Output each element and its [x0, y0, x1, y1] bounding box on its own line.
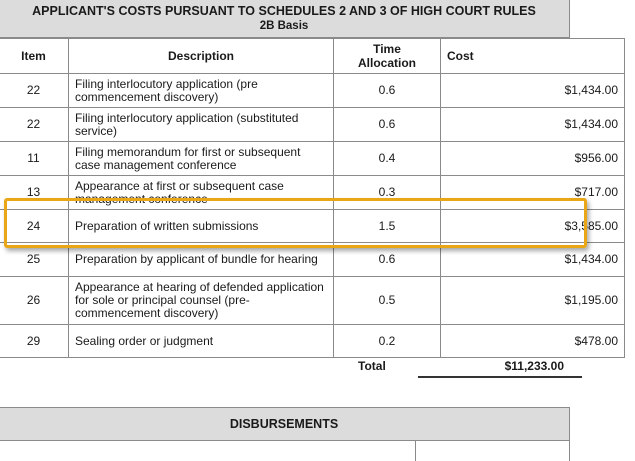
row-description: Filing interlocutory application (substituted service)	[69, 108, 334, 142]
row-item: 11	[0, 142, 69, 176]
table-title-line2: 2B Basis	[259, 20, 309, 32]
row-item: 13	[0, 176, 69, 210]
total-label: Total	[358, 359, 386, 373]
disbursements-column-divider	[415, 441, 416, 461]
row-cost: $1,434.00	[441, 243, 625, 277]
row-time: 0.6	[334, 108, 441, 142]
row-item: 22	[0, 74, 69, 108]
column-header-description: Description	[69, 39, 334, 74]
row-item: 22	[0, 108, 69, 142]
row-description: Sealing order or judgment	[69, 325, 334, 358]
table-row	[0, 325, 625, 358]
row-item: 25	[0, 243, 69, 277]
table-row	[0, 277, 625, 325]
row-time: 0.4	[334, 142, 441, 176]
row-cost: $1,434.00	[441, 108, 625, 142]
row-cost: $956.00	[441, 142, 625, 176]
total-value: $11,233.00	[504, 359, 564, 373]
table-header-row	[0, 39, 625, 74]
column-header-time-allocation	[334, 39, 441, 74]
row-time: 1.5	[334, 210, 441, 243]
total-underline	[418, 376, 582, 378]
row-description: Filing memorandum for first or subsequent case management conference	[69, 142, 334, 176]
row-description	[69, 176, 334, 210]
row-item: 29	[0, 325, 69, 358]
row-item: 26	[0, 277, 69, 325]
row-description-text: Appearance at first or subsequent case management conference	[75, 179, 284, 206]
costs-table	[0, 38, 625, 358]
table-row	[0, 176, 625, 210]
column-header-cost: Cost	[441, 39, 625, 74]
column-header-time-line1: Time	[373, 42, 401, 56]
table-row	[0, 142, 625, 176]
table-title-line1: APPLICANT'S COSTS PURSUANT TO SCHEDULES 2 AND 3 OF HIGH COURT RULES	[32, 4, 536, 18]
row-time: 0.6	[334, 243, 441, 277]
column-header-item: Item	[0, 39, 69, 74]
row-cost: $3,585.00	[441, 210, 625, 243]
row-time: 0.2	[334, 325, 441, 358]
disbursements-table-top	[0, 441, 570, 461]
disbursements-heading: DISBURSEMENTS	[0, 407, 570, 441]
table-row	[0, 74, 625, 108]
row-description: Preparation by applicant of bundle for hearing	[69, 243, 334, 277]
row-cost: $717.00	[441, 176, 625, 210]
row-time: 0.6	[334, 74, 441, 108]
table-row	[0, 108, 625, 142]
row-time: 0.3	[334, 176, 441, 210]
row-description: Filing interlocutory application (pre commencement discovery)	[69, 74, 334, 108]
row-time: 0.5	[334, 277, 441, 325]
row-cost: $1,195.00	[441, 277, 625, 325]
row-cost: $1,434.00	[441, 74, 625, 108]
row-cost: $478.00	[441, 325, 625, 358]
column-header-time-line2: Allocation	[357, 56, 416, 70]
table-title	[0, 0, 570, 38]
row-item: 24	[0, 210, 69, 243]
row-description: Appearance at hearing of defended application for sole or principal counsel (pre-commencement discovery)	[69, 277, 334, 325]
row-description: Preparation of written submissions	[69, 210, 334, 243]
table-row	[0, 243, 625, 277]
table-row-highlighted	[0, 210, 625, 243]
